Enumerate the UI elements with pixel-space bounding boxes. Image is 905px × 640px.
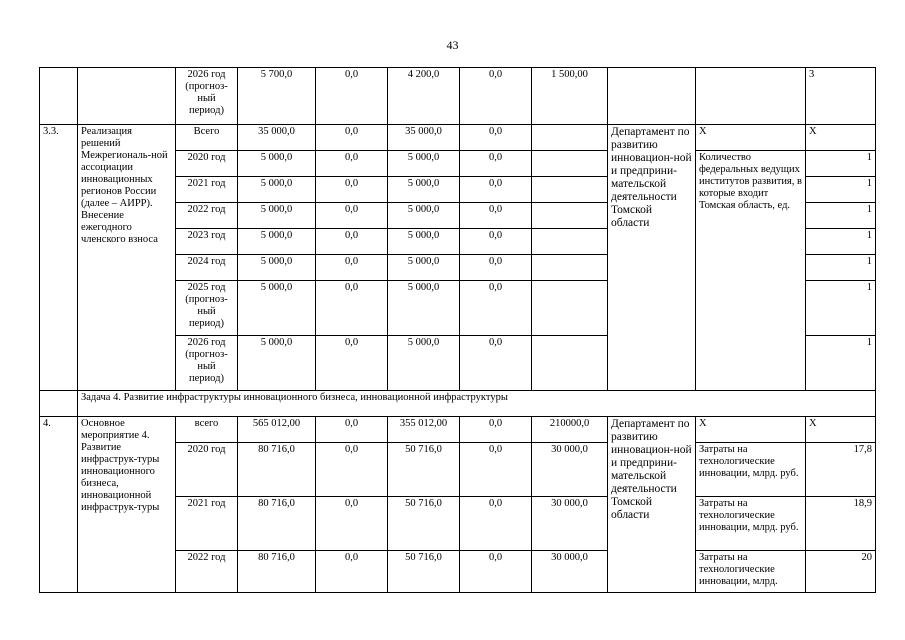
cell-federal: 0,0 — [316, 417, 388, 443]
cell-extra: 30 000,0 — [532, 443, 608, 497]
cell-extra: 1 500,00 — [532, 68, 608, 125]
cell-indicator: Х — [696, 417, 806, 443]
cell-number: 4. — [40, 417, 78, 593]
cell-regional: 4 200,0 — [388, 68, 460, 125]
cell-regional: 5 000,0 — [388, 255, 460, 281]
cell-name: Основное мероприятие 4. Развитие инфраструк-туры инновационного бизнеса, инновационной инфраструк-туры — [78, 417, 176, 593]
cell-year: Всего — [176, 125, 238, 151]
cell-local: 0,0 — [460, 125, 532, 151]
cell-federal: 0,0 — [316, 443, 388, 497]
cell-regional: 5 000,0 — [388, 177, 460, 203]
cell-indicator-value: 1 — [806, 177, 876, 203]
cell-regional: 50 716,0 — [388, 497, 460, 551]
cell-regional: 50 716,0 — [388, 443, 460, 497]
cell-local: 0,0 — [460, 151, 532, 177]
cell-total: 80 716,0 — [238, 443, 316, 497]
cell-extra — [532, 151, 608, 177]
cell-total: 5 000,0 — [238, 281, 316, 336]
table-row — [40, 391, 876, 417]
cell-local: 0,0 — [460, 229, 532, 255]
cell-indicator-value: Х — [806, 417, 876, 443]
cell-indicator-value: 1 — [806, 203, 876, 229]
cell-indicator-value: 3 — [806, 68, 876, 125]
cell-indicator: Затраты на технологические инновации, млрд. — [696, 551, 806, 593]
cell-indicator-value: 1 — [806, 151, 876, 177]
cell-total: 5 000,0 — [238, 203, 316, 229]
cell-indicator-value: 20 — [806, 551, 876, 593]
cell-federal: 0,0 — [316, 151, 388, 177]
cell-year: 2021 год — [176, 497, 238, 551]
cell-year: 2022 год — [176, 551, 238, 593]
cell-year: 2024 год — [176, 255, 238, 281]
cell-regional: 5 000,0 — [388, 229, 460, 255]
cell-extra — [532, 255, 608, 281]
cell-number — [40, 391, 78, 417]
cell-total: 5 000,0 — [238, 177, 316, 203]
cell-name — [78, 68, 176, 125]
cell-regional: 5 000,0 — [388, 281, 460, 336]
table-row — [40, 125, 876, 151]
cell-regional: 5 000,0 — [388, 151, 460, 177]
cell-indicator: Количество федеральных ведущих институтов развития, в которые входит Томская область, ед. — [696, 151, 806, 391]
cell-local: 0,0 — [460, 68, 532, 125]
cell-total: 80 716,0 — [238, 497, 316, 551]
cell-local: 0,0 — [460, 203, 532, 229]
cell-extra — [532, 281, 608, 336]
cell-federal: 0,0 — [316, 177, 388, 203]
cell-year: 2023 год — [176, 229, 238, 255]
cell-year: всего — [176, 417, 238, 443]
cell-indicator-value: 17,8 — [806, 443, 876, 497]
cell-indicator-value: 1 — [806, 229, 876, 255]
cell-department: Департамент по развитию инновацион-ной и предприни-мательской деятельности Томской области — [608, 125, 696, 391]
cell-regional: 5 000,0 — [388, 336, 460, 391]
task-heading: Задача 4. Развитие инфраструктуры инновационного бизнеса, инновационной инфраструктуры — [78, 391, 876, 417]
cell-department: Департамент по развитию инновацион-ной и предприни-мательской деятельности Томской области — [608, 417, 696, 593]
cell-extra — [532, 177, 608, 203]
cell-number: 3.3. — [40, 125, 78, 391]
cell-local: 0,0 — [460, 497, 532, 551]
cell-extra: 30 000,0 — [532, 497, 608, 551]
cell-extra — [532, 336, 608, 391]
cell-indicator: Х — [696, 125, 806, 151]
cell-year: 2026 год (прогноз-ный период) — [176, 68, 238, 125]
cell-regional: 355 012,00 — [388, 417, 460, 443]
cell-indicator-value: 1 — [806, 336, 876, 391]
cell-indicator-value: 1 — [806, 255, 876, 281]
page-number: 43 — [446, 38, 459, 52]
cell-extra — [532, 229, 608, 255]
cell-local: 0,0 — [460, 255, 532, 281]
cell-year: 2020 год — [176, 443, 238, 497]
cell-federal: 0,0 — [316, 281, 388, 336]
program-table — [39, 67, 876, 593]
cell-federal: 0,0 — [316, 255, 388, 281]
cell-total: 5 000,0 — [238, 151, 316, 177]
cell-local: 0,0 — [460, 551, 532, 593]
cell-total: 5 700,0 — [238, 68, 316, 125]
cell-year: 2020 год — [176, 151, 238, 177]
cell-extra — [532, 125, 608, 151]
cell-indicator — [696, 68, 806, 125]
cell-federal: 0,0 — [316, 125, 388, 151]
cell-department — [608, 68, 696, 125]
cell-federal: 0,0 — [316, 336, 388, 391]
cell-total: 5 000,0 — [238, 229, 316, 255]
cell-local: 0,0 — [460, 281, 532, 336]
cell-total: 5 000,0 — [238, 336, 316, 391]
cell-federal: 0,0 — [316, 203, 388, 229]
cell-name: Реализация решений Межрегиональ-ной ассоциации инновационных регионов России (далее – АИРР). Внесение ежегодного членского взноса — [78, 125, 176, 391]
cell-regional: 5 000,0 — [388, 203, 460, 229]
cell-local: 0,0 — [460, 336, 532, 391]
cell-total: 35 000,0 — [238, 125, 316, 151]
cell-year: 2022 год — [176, 203, 238, 229]
cell-federal: 0,0 — [316, 229, 388, 255]
cell-local: 0,0 — [460, 443, 532, 497]
cell-indicator: Затраты на технологические инновации, млрд. руб. — [696, 497, 806, 551]
cell-regional: 50 716,0 — [388, 551, 460, 593]
cell-total: 80 716,0 — [238, 551, 316, 593]
cell-indicator-value: 1 — [806, 281, 876, 336]
cell-local: 0,0 — [460, 417, 532, 443]
cell-extra: 210000,0 — [532, 417, 608, 443]
cell-local: 0,0 — [460, 177, 532, 203]
cell-year: 2025 год (прогноз-ный период) — [176, 281, 238, 336]
cell-extra — [532, 203, 608, 229]
cell-indicator-value: Х — [806, 125, 876, 151]
cell-number — [40, 68, 78, 125]
cell-total: 565 012,00 — [238, 417, 316, 443]
cell-indicator-value: 18,9 — [806, 497, 876, 551]
table-row — [40, 417, 876, 443]
cell-federal: 0,0 — [316, 497, 388, 551]
cell-federal: 0,0 — [316, 551, 388, 593]
table-row — [40, 68, 876, 125]
cell-indicator: Затраты на технологические инновации, млрд. руб. — [696, 443, 806, 497]
cell-total: 5 000,0 — [238, 255, 316, 281]
cell-year: 2021 год — [176, 177, 238, 203]
cell-regional: 35 000,0 — [388, 125, 460, 151]
cell-year: 2026 год (прогноз-ный период) — [176, 336, 238, 391]
cell-extra: 30 000,0 — [532, 551, 608, 593]
cell-federal: 0,0 — [316, 68, 388, 125]
